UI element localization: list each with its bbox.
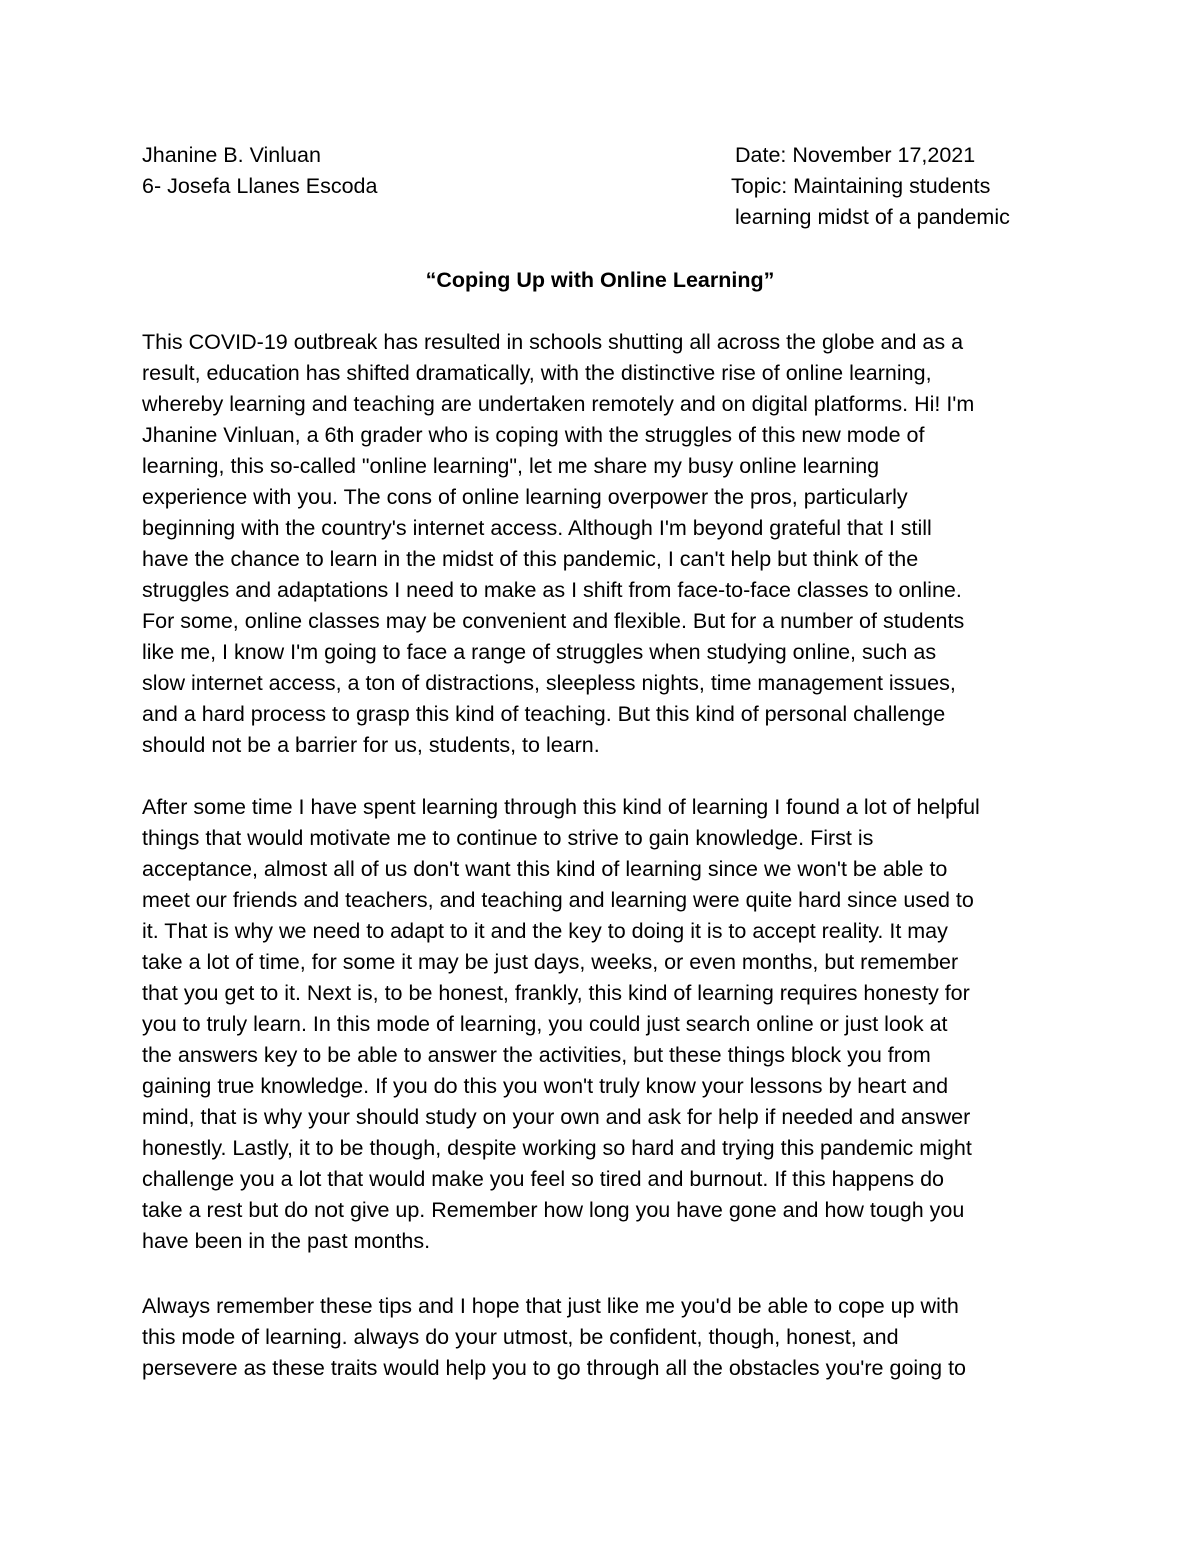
paragraph-line: things that would motivate me to continue to strive to gain knowledge. First is <box>142 826 874 850</box>
paragraph-line: challenge you a lot that would make you feel so tired and burnout. If this happens do <box>142 1167 944 1191</box>
paragraph-2 <box>142 792 1072 1257</box>
paragraph-3 <box>142 1291 1072 1384</box>
topic-label: Topic: Maintaining students <box>731 174 991 198</box>
header-row-1 <box>0 140 1200 171</box>
paragraph-1 <box>142 327 1072 761</box>
date-label: Date: November 17,2021 <box>735 143 976 167</box>
header-row-2 <box>0 171 1200 202</box>
paragraph-line: take a rest but do not give up. Remember how long you have gone and how tough you <box>142 1198 965 1222</box>
paragraph-line: have been in the past months. <box>142 1229 431 1253</box>
paragraph-line: acceptance, almost all of us don't want this kind of learning since we won't be able to <box>142 857 948 881</box>
student-section: 6- Josefa Llanes Escoda <box>142 174 378 198</box>
topic-continuation: learning midst of a pandemic <box>735 205 1010 229</box>
paragraph-line: have the chance to learn in the midst of this pandemic, I can't help but think of the <box>142 547 919 571</box>
paragraph-line: the answers key to be able to answer the activities, but these things block you from <box>142 1043 931 1067</box>
paragraph-line: take a lot of time, for some it may be just days, weeks, or even months, but remember <box>142 950 959 974</box>
paragraph-line: slow internet access, a ton of distractions, sleepless nights, time management issues, <box>142 671 956 695</box>
paragraph-line: mind, that is why your should study on your own and ask for help if needed and answer <box>142 1105 971 1129</box>
paragraph-line: persevere as these traits would help you to go through all the obstacles you're going to <box>142 1356 967 1380</box>
paragraph-line: Always remember these tips and I hope that just like me you'd be able to cope up with <box>142 1294 959 1318</box>
paragraph-line: you to truly learn. In this mode of learning, you could just search online or just look at <box>142 1012 948 1036</box>
paragraph-line: For some, online classes may be convenient and flexible. But for a number of students <box>142 609 965 633</box>
paragraph-line: Jhanine Vinluan, a 6th grader who is coping with the struggles of this new mode of <box>142 423 925 447</box>
paragraph-line: After some time I have spent learning through this kind of learning I found a lot of helpful <box>142 795 980 819</box>
essay-title: “Coping Up with Online Learning” <box>425 268 775 292</box>
paragraph-line: learning, this so-called "online learning", let me share my busy online learning <box>142 454 880 478</box>
paragraph-line: and a hard process to grasp this kind of teaching. But this kind of personal challenge <box>142 702 946 726</box>
header-row-3 <box>0 202 1200 233</box>
paragraph-line: gaining true knowledge. If you do this you won't truly know your lessons by heart and <box>142 1074 949 1098</box>
student-name: Jhanine B. Vinluan <box>142 143 321 167</box>
paragraph-line: struggles and adaptations I need to make as I shift from face-to-face classes to online. <box>142 578 962 602</box>
paragraph-line: This COVID-19 outbreak has resulted in schools shutting all across the globe and as a <box>142 330 964 354</box>
paragraph-line: honestly. Lastly, it to be though, despite working so hard and trying this pandemic might <box>142 1136 972 1160</box>
paragraph-line: beginning with the country's internet access. Although I'm beyond grateful that I still <box>142 516 932 540</box>
paragraph-line: should not be a barrier for us, students, to learn. <box>142 733 600 757</box>
paragraph-line: meet our friends and teachers, and teaching and learning were quite hard since used to <box>142 888 974 912</box>
paragraph-line: experience with you. The cons of online learning overpower the pros, particularly <box>142 485 908 509</box>
paragraph-line: whereby learning and teaching are undertaken remotely and on digital platforms. Hi! I'm <box>142 392 975 416</box>
paragraph-line: that you get to it. Next is, to be honest, frankly, this kind of learning requires honesty for <box>142 981 970 1005</box>
paragraph-line: this mode of learning. always do your utmost, be confident, though, honest, and <box>142 1325 899 1349</box>
paragraph-line: result, education has shifted dramatically, with the distinctive rise of online learning, <box>142 361 932 385</box>
paragraph-line: like me, I know I'm going to face a range of struggles when studying online, such as <box>142 640 937 664</box>
paragraph-line: it. That is why we need to adapt to it and the key to doing it is to accept reality. It may <box>142 919 948 943</box>
